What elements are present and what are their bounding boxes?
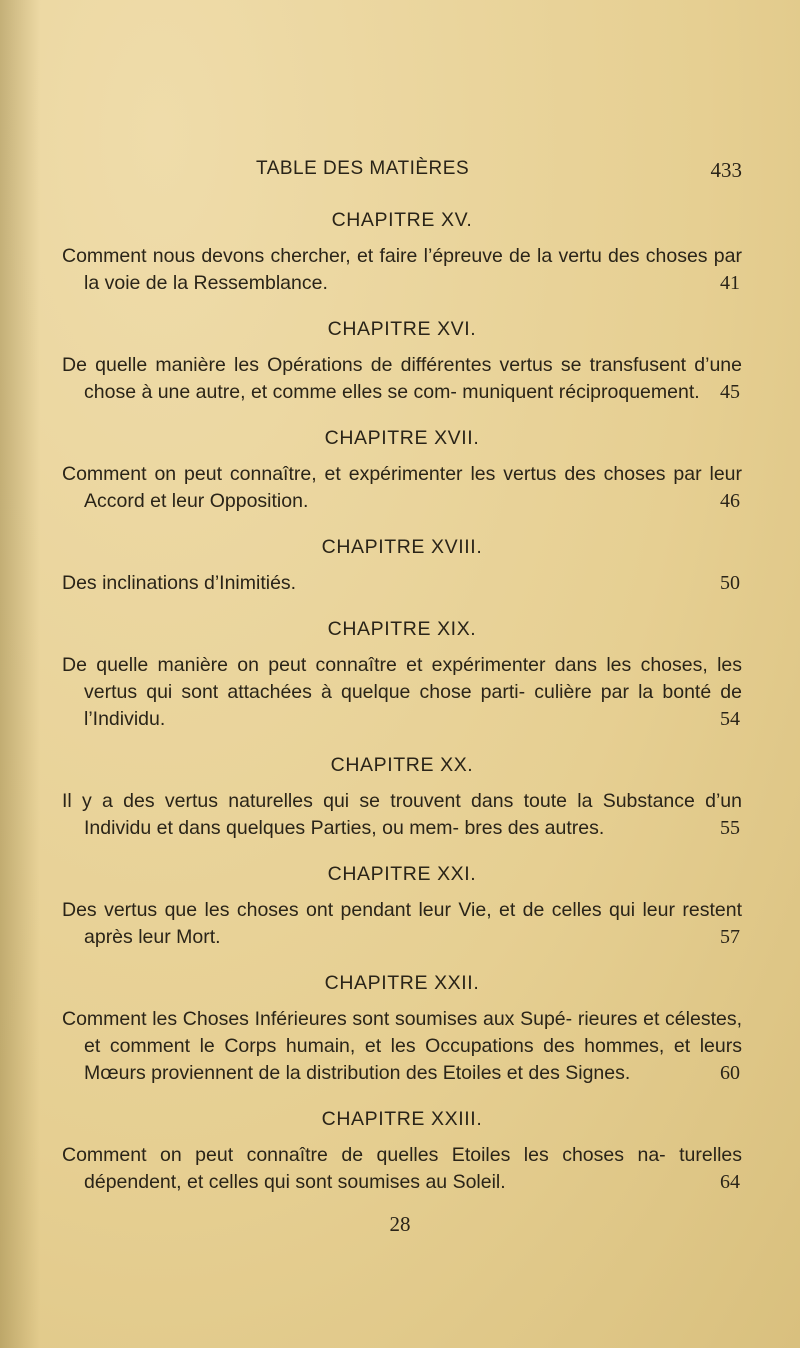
summary-text: Des vertus que les choses ont pendant leur Vie, et de celles qui leur restent après leur Mort. [62, 899, 742, 948]
summary-text: Comment les Choses Inférieures sont soumises aux Supé- rieures et célestes, et comment le Corps humain, et les Occupations des hommes, et leurs Mœurs proviennent de la distribution des Etoiles et des Signes. [62, 1008, 742, 1084]
chapter-summary: Des vertus que les choses ont pendant leur Vie, et de celles qui leur restent après leur Mort. 57 [62, 899, 742, 948]
chapter-entry [62, 613, 742, 733]
summary-text: De quelle manière les Opérations de différentes vertus se transfusent d’une chose à une autre, et comme elles se com- muniquent réciproquement. [62, 354, 742, 403]
chapter-entry [62, 531, 742, 597]
chapter-summary: Des inclinations d’Inimitiés. 50 [62, 572, 740, 594]
chapter-title: CHAPITRE XXII. [324, 972, 480, 994]
chapter-summary: Comment nous devons chercher, et faire l’épreuve de la vertu des choses par la voie de la Ressemblance. 41 [62, 245, 742, 294]
running-header [62, 158, 742, 184]
chapter-entry [62, 1103, 742, 1196]
chapter-entry [62, 967, 742, 1087]
header-page-number: 433 [710, 158, 742, 182]
table-of-contents [62, 204, 742, 1212]
summary-text: Comment nous devons chercher, et faire l’épreuve de la vertu des choses par la voie de la Ressemblance. [62, 245, 742, 294]
signature-mark: 28 [389, 1212, 411, 1236]
chapter-entry [62, 858, 742, 951]
header-title: TABLE DES MATIÈRES [256, 158, 470, 179]
chapter-title: CHAPITRE XX. [330, 754, 474, 776]
chapter-summary: Comment on peut connaître, et expérimenter les vertus des choses par leur Accord et leur Opposition. 46 [62, 463, 742, 512]
chapter-title: CHAPITRE XVI. [327, 318, 477, 340]
chapter-title: CHAPITRE XVIII. [321, 536, 483, 558]
chapter-title: CHAPITRE XVII. [324, 427, 480, 449]
chapter-entry [62, 204, 742, 297]
summary-text: De quelle manière on peut connaître et expérimenter dans les choses, les vertus qui sont attachées à quelque chose parti- culière par la bonté de l’Individu. [62, 654, 742, 730]
chapter-entry [62, 749, 742, 842]
chapter-entry [62, 422, 742, 515]
chapter-title: CHAPITRE XV. [331, 209, 473, 231]
chapter-summary: De quelle manière les Opérations de différentes vertus se transfusent d’une chose à une autre, et comme elles se com- muniquent réciproquement. 45 [62, 354, 742, 403]
chapter-summary: Il y a des vertus naturelles qui se trouvent dans toute la Substance d’un Individu et dans quelques Parties, ou mem- bres des autres. 55 [62, 790, 742, 839]
summary-text: Comment on peut connaître, et expérimenter les vertus des choses par leur Accord et leur Opposition. [62, 463, 742, 512]
chapter-summary: De quelle manière on peut connaître et expérimenter dans les choses, les vertus qui sont attachées à quelque chose parti- culière par la bonté de l’Individu. 54 [62, 654, 742, 730]
chapter-summary: Comment les Choses Inférieures sont soumises aux Supé- rieures et célestes, et comment le Corps humain, et les Occupations des hommes, et leurs Mœurs proviennent de la distribution des Etoiles et des Signes. 60 [62, 1008, 742, 1084]
summary-text: Des inclinations d’Inimitiés. [62, 572, 297, 594]
chapter-title: CHAPITRE XIX. [327, 618, 477, 640]
summary-text: Comment on peut connaître de quelles Etoiles les choses na- turelles dépendent, et celles qui sont soumises au Soleil. [62, 1144, 742, 1193]
page-edge-shading [0, 0, 40, 1348]
chapter-entry [62, 313, 742, 406]
chapter-summary: Comment on peut connaître de quelles Etoiles les choses na- turelles dépendent, et celles qui sont soumises au Soleil. 64 [62, 1144, 742, 1193]
chapter-title: CHAPITRE XXI. [327, 863, 477, 885]
chapter-title: CHAPITRE XXIII. [321, 1108, 483, 1130]
summary-text: Il y a des vertus naturelles qui se trouvent dans toute la Substance d’un Individu et dans quelques Parties, ou mem- bres des autres. [62, 790, 742, 839]
